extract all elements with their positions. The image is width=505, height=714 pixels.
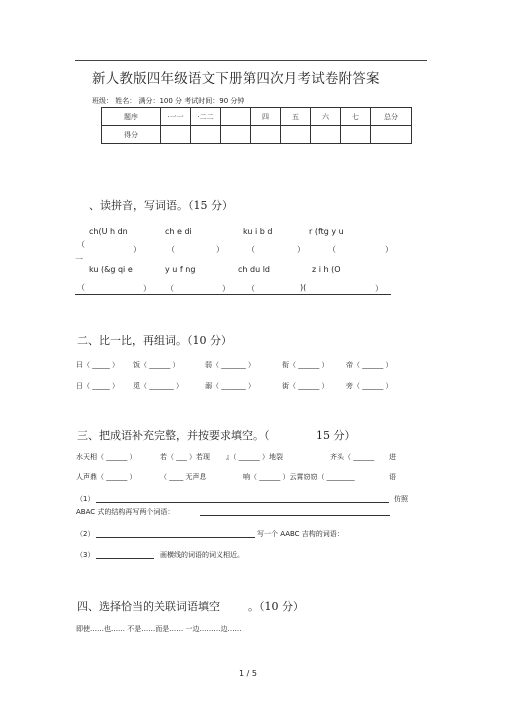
answer-paren: （ (247, 245, 255, 254)
answer-paren: ） (222, 284, 230, 293)
pinyin-item: ch du ld (238, 265, 271, 274)
answer-paren: ） (385, 245, 393, 254)
section4-heading: 四、选择恰当的关联词语填空 (77, 600, 220, 613)
question-3-blank[interactable] (96, 558, 154, 559)
compare-item: 弱（ _______ ） (205, 361, 255, 369)
idiom-item: 』（ ______ ）地裂 (226, 453, 283, 461)
top-rule (75, 60, 427, 61)
score-cell[interactable] (341, 126, 371, 144)
section3-heading: 三、把成语补充完整，并按要求填空。（ (77, 429, 270, 442)
score-header-cell (221, 108, 251, 126)
pinyin-item: r (ftg y u (309, 227, 344, 236)
score-cell[interactable] (191, 126, 221, 144)
score-header-cell: 四 (251, 108, 281, 126)
compare-item: 曰（ _____ ） (76, 361, 119, 369)
section3-heading-score: 15 分） (316, 429, 356, 442)
score-cell[interactable] (221, 126, 251, 144)
score-cell[interactable] (161, 126, 191, 144)
question-1-answer-blank[interactable] (200, 515, 390, 516)
idiom-item: 响（ ______ ）云霄窃窃（ ________ (243, 473, 355, 481)
answer-paren: ） (216, 245, 224, 254)
score-cell[interactable] (281, 126, 311, 144)
conjunction-options: 即使……也…… 不是……而是…… 一边………边…… (76, 625, 242, 633)
idiom-item: 语 (389, 473, 396, 481)
score-row-label: 得分 (102, 126, 161, 144)
answer-paren: ） (143, 284, 151, 293)
question-2-blank[interactable] (96, 537, 255, 538)
compare-item: 觅（ _______ ） (133, 382, 183, 390)
question-1-line2: ABAC 式的结构再写两个词语： (76, 508, 175, 516)
score-header-cell: ·一一 (161, 108, 191, 126)
answer-paren: ） (133, 245, 141, 254)
score-header-cell: 题序 (102, 108, 161, 126)
score-cell[interactable] (311, 126, 341, 144)
answer-underline (75, 294, 391, 295)
section4-heading-score: 。（10 分） (248, 600, 304, 613)
page-number: 1 / 5 (239, 669, 257, 678)
idiom-item: 人声鼎（ ______ ） (76, 473, 137, 481)
idiom-item: （ ____ 无声息 (160, 473, 207, 481)
idiom-item: 水天相（ ______ ） (76, 453, 137, 461)
answer-paren: ） (375, 284, 383, 293)
score-header-cell: 七 (341, 108, 371, 126)
compare-item: 衔（ ______ ） (282, 361, 329, 369)
question-2-prefix: （2） (76, 530, 95, 538)
section2-heading: 二、比一比，再组词。（10 分） (77, 334, 232, 347)
pinyin-item: ku (&g qi e (89, 265, 133, 274)
score-table (101, 107, 412, 144)
section1-heading: 、读拼音，写词语。（15 分） (89, 199, 233, 212)
score-cell[interactable] (251, 126, 281, 144)
question-3-suffix: 画横线的词语的词义相近。 (160, 551, 244, 559)
answer-paren: （ (77, 283, 85, 292)
score-header-cell: ·二二 (191, 108, 221, 126)
exam-info: 班级： 姓名： 满分：100 分 考试时间：90 分钟 (92, 97, 245, 105)
score-header-cell: 五 (281, 108, 311, 126)
idiom-item: 齐头（ ______ (330, 453, 375, 461)
answer-paren: （ (167, 245, 175, 254)
answer-paren: （ (166, 284, 174, 293)
question-1-blank[interactable] (96, 502, 389, 503)
score-header-cell: 总分 (371, 108, 412, 126)
pinyin-item: ch e di (165, 227, 192, 236)
idiom-item: 进 (389, 453, 396, 461)
score-table-header-row (102, 108, 412, 126)
question-3-prefix: （3） (76, 551, 95, 559)
pinyin-item: ku i b d (243, 227, 273, 236)
question-2-suffix: 写一个 AABC 吉构的词语： (257, 530, 344, 538)
compare-item: 帝（ ______ ） (346, 361, 393, 369)
answer-paren: （ (77, 240, 85, 249)
answer-paren: （ (247, 284, 255, 293)
compare-item: 日（ _____ ） (76, 382, 119, 390)
question-1-suffix: 仿照 (394, 495, 408, 503)
compare-item: 街（ ______ ） (282, 382, 329, 390)
score-table-score-row (102, 126, 412, 144)
pinyin-item: ch(U h dn (89, 227, 128, 236)
pinyin-item: y u f ng (165, 265, 196, 274)
answer-paren: ） (297, 245, 305, 254)
compare-item: 溺（ _______ ） (205, 382, 255, 390)
answer-paren: )( (300, 283, 307, 292)
stray-mark: 一 (75, 255, 83, 264)
compare-item: 饭（ ______ ） (133, 361, 180, 369)
compare-item: 旁（ ______ ） (346, 382, 393, 390)
pinyin-item: z i h (O (312, 265, 341, 274)
idiom-item: 若（ ___ ）若现 (160, 453, 210, 461)
score-header-cell: 六 (311, 108, 341, 126)
score-cell[interactable] (371, 126, 412, 144)
answer-paren: （ (328, 245, 336, 254)
question-1-prefix: （1） (76, 495, 95, 503)
page-title: 新人教版四年级语文下册第四次月考试卷附答案 (92, 71, 380, 87)
